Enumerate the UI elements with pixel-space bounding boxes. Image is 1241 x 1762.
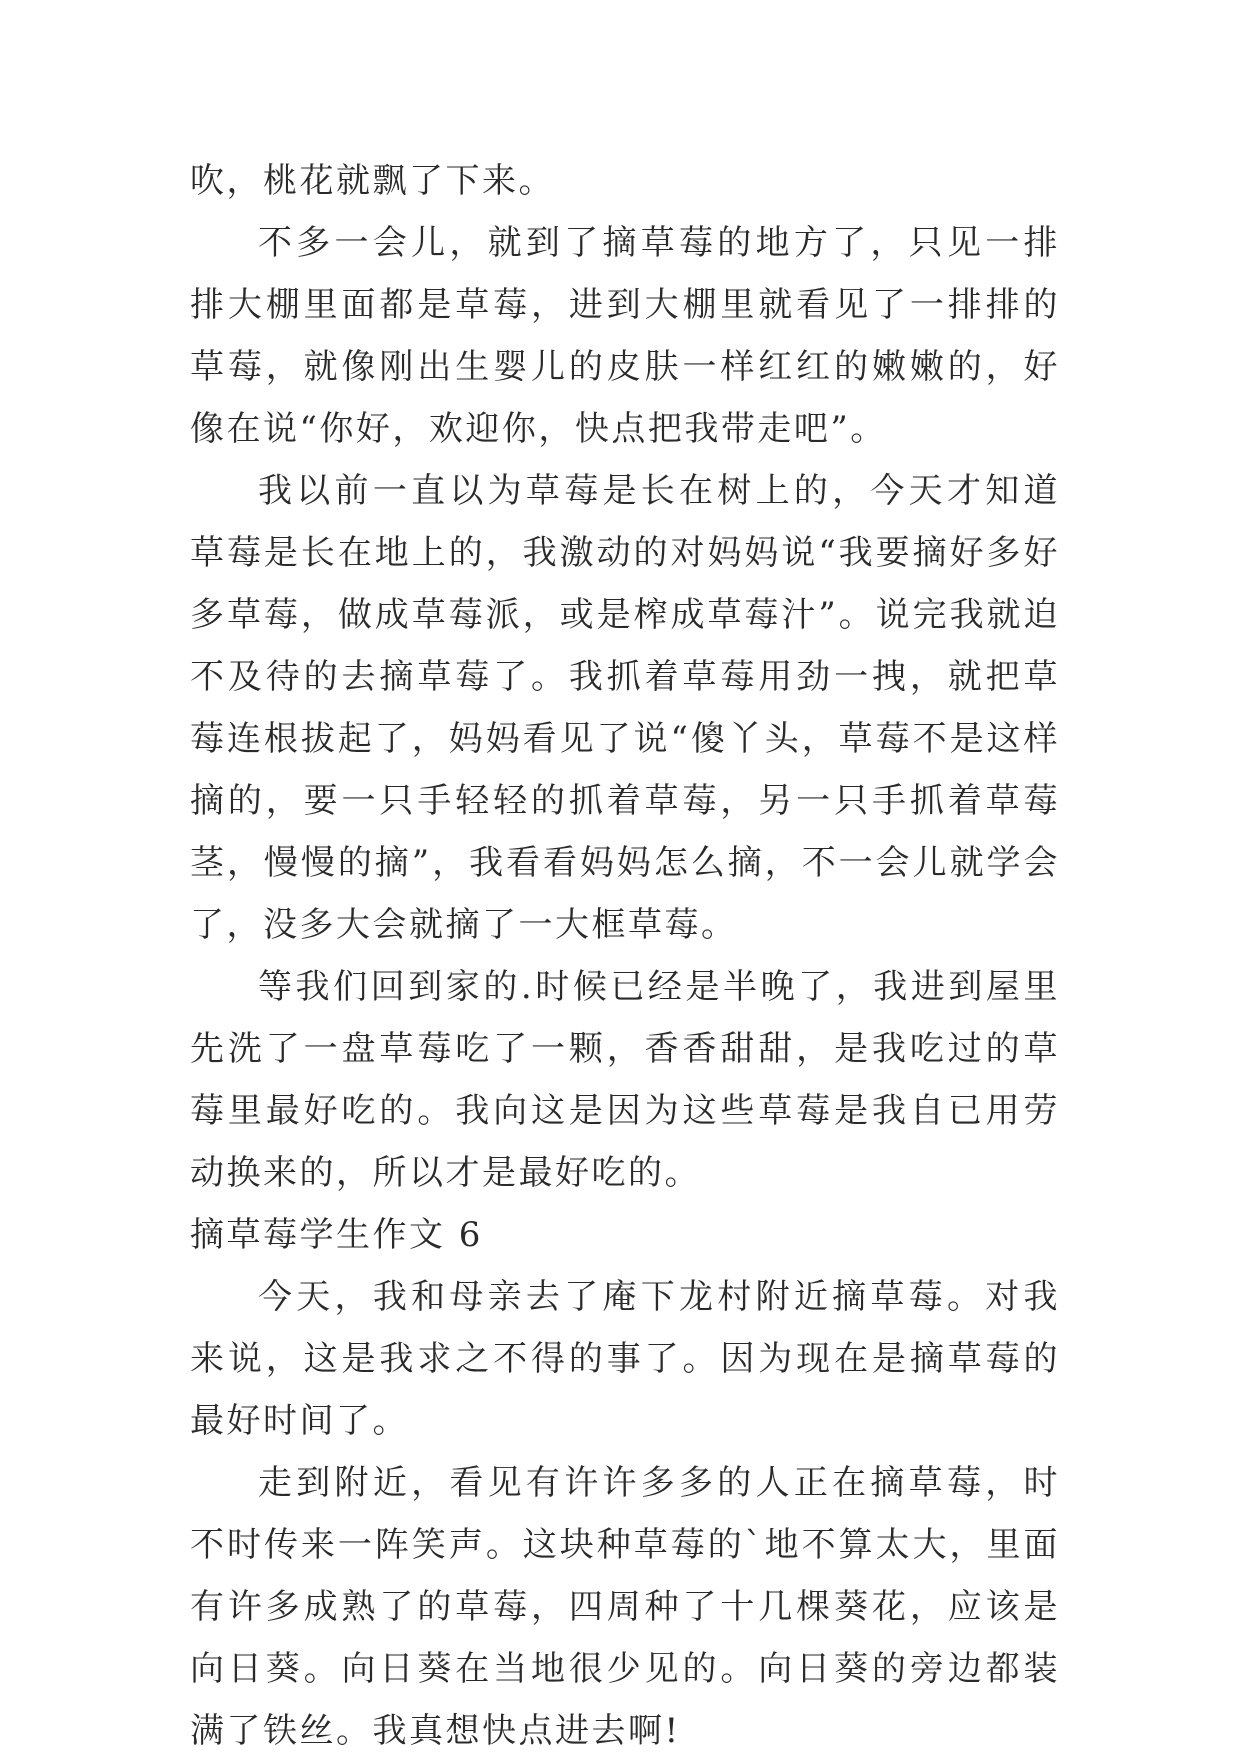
paragraph-continued: 吹，桃花就飘了下来。 — [190, 161, 555, 201]
paragraph: 今天，我和母亲去了庵下龙村附近摘草莓。对我来说，这是我求之不得的事了。因为现在是摘草莓的最好时间了。 — [190, 1277, 1060, 1441]
paragraph: 走到附近，看见有许许多多的人正在摘草莓，时不时传来一阵笑声。这块种草莓的`地不算太大，里面有许多成熟了的草莓，四周种了十几棵葵花，应该是向日葵。向日葵在当地很少见的。向日葵的旁边都装满了铁丝。我真想快点进去啊! — [190, 1463, 1060, 1751]
section-title: 摘草莓学生作文 6 — [190, 1215, 483, 1255]
paragraph: 不多一会儿，就到了摘草莓的地方了，只见一排排大棚里面都是草莓，进到大棚里就看见了一排排的草莓，就像刚出生婴儿的皮肤一样红红的嫩嫩的，好像在说“你好，欢迎你，快点把我带走吧”。 — [190, 223, 1060, 449]
paragraph: 等我们回到家的.时候已经是半晚了，我进到屋里先洗了一盘草莓吃了一颗，香香甜甜，是我吃过的草莓里最好吃的。我向这是因为这些草莓是我自已用劳动换来的，所以才是最好吃的。 — [190, 967, 1060, 1193]
document-body — [190, 150, 1060, 1762]
paragraph: 我以前一直以为草莓是长在树上的，今天才知道草莓是长在地上的，我激动的对妈妈说“我要摘好多好多草莓，做成草莓派，或是榨成草莓汁”。说完我就迫不及待的去摘草莓了。我抓着草莓用劲一拽，就把草莓连根拔起了，妈妈看见了说“傻丫头，草莓不是这样摘的，要一只手轻轻的抓着草莓，另一只手抓着草莓茎，慢慢的摘”，我看看妈妈怎么摘，不一会儿就学会了，没多大会就摘了一大框草莓。 — [190, 471, 1060, 945]
